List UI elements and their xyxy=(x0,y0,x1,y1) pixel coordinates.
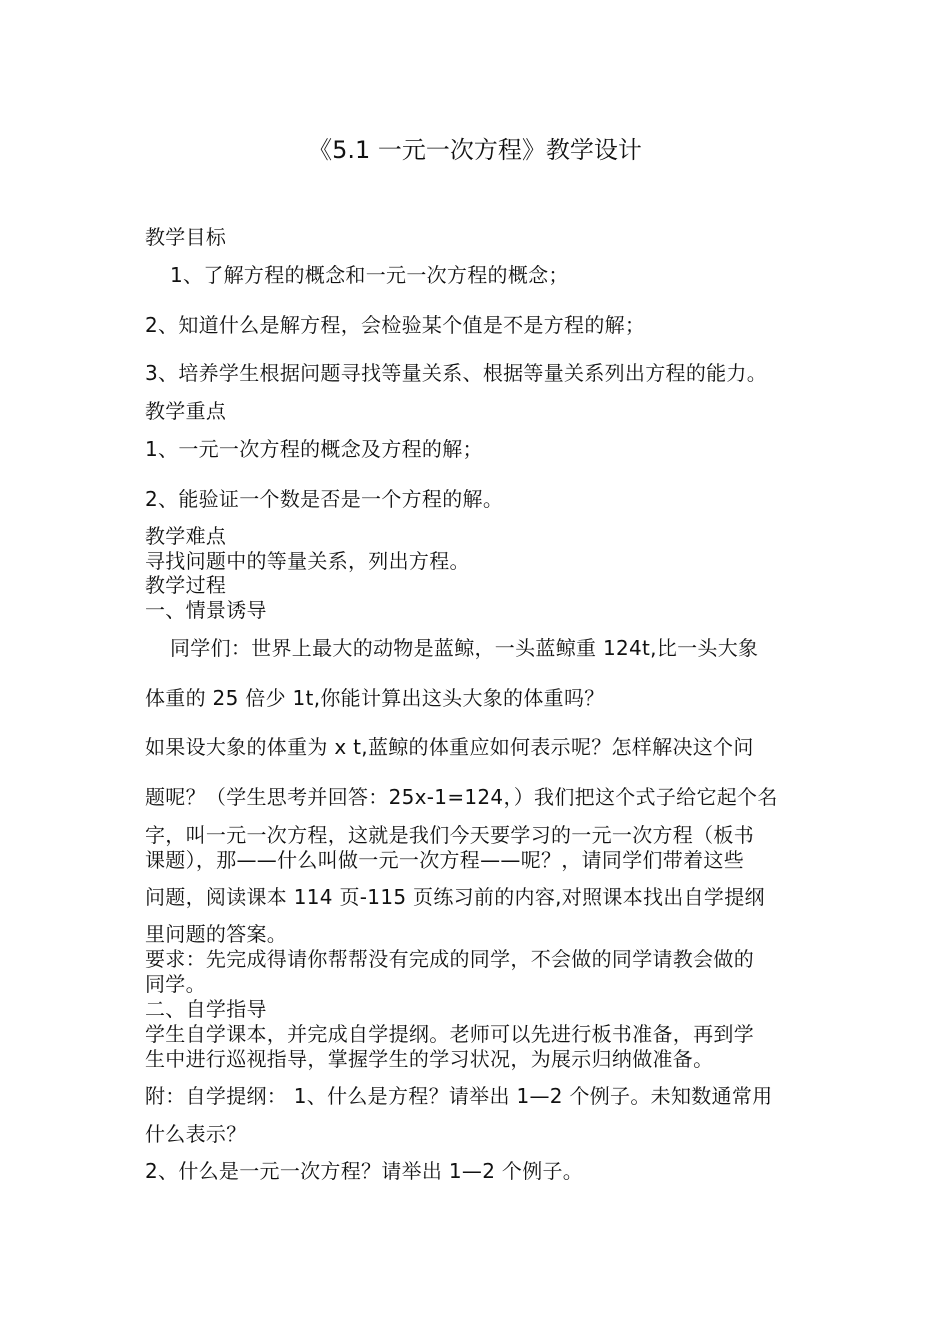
paragraph-line: 里问题的答案。 xyxy=(145,922,288,946)
paragraph-line: 体重的 25 倍少 1t,你能计算出这头大象的体重吗？ xyxy=(145,686,605,710)
goal-item-2: 2、知道什么是解方程，会检验某个值是不是方程的解； xyxy=(145,313,646,337)
paragraph-line: 同学们：世界上最大的动物是蓝鲸，一头蓝鲸重 124t,比一头大象 xyxy=(170,636,759,660)
subsection-heading-self-study: 二、自学指导 xyxy=(145,997,267,1021)
section-heading-goals: 教学目标 xyxy=(145,225,227,249)
outline-line: 什么表示？ xyxy=(145,1122,247,1146)
document-title: 《5.1 一元一次方程》教学设计 xyxy=(308,136,642,164)
section-heading-process: 教学过程 xyxy=(145,573,227,597)
paragraph-line: 学生自学课本，并完成自学提纲。老师可以先进行板书准备，再到学 xyxy=(145,1022,754,1046)
requirement-line: 要求：先完成得请你帮帮没有完成的同学，不会做的同学请教会做的 xyxy=(145,947,754,971)
key-point-item-2: 2、能验证一个数是否是一个方程的解。 xyxy=(145,487,504,511)
paragraph-line: 题呢？（学生思考并回答：25x-1=124，）我们把这个式子给它起个名 xyxy=(145,785,778,809)
requirement-line: 同学。 xyxy=(145,972,206,996)
outline-line: 2、什么是一元一次方程？请举出 1—2 个例子。 xyxy=(145,1159,584,1183)
paragraph-line: 生中进行巡视指导，掌握学生的学习状况，为展示归纳做准备。 xyxy=(145,1047,714,1071)
paragraph-line: 如果设大象的体重为 x t,蓝鲸的体重应如何表示呢？怎样解决这个问 xyxy=(145,735,754,759)
paragraph-line: 字，叫一元一次方程，这就是我们今天要学习的一元一次方程（板书 xyxy=(145,823,754,847)
subsection-heading-scenario: 一、情景诱导 xyxy=(145,598,267,622)
outline-line: 附：自学提纲： 1、什么是方程？请举出 1—2 个例子。未知数通常用 xyxy=(145,1084,773,1108)
goal-item-3: 3、培养学生根据问题寻找等量关系、根据等量关系列出方程的能力。 xyxy=(145,361,768,385)
section-heading-key-points: 教学重点 xyxy=(145,399,227,423)
paragraph-line: 课题），那——什么叫做一元一次方程——呢？，请同学们带着这些 xyxy=(145,848,744,872)
difficulty-text: 寻找问题中的等量关系，列出方程。 xyxy=(145,549,470,573)
paragraph-line: 问题，阅读课本 114 页-115 页练习前的内容,对照课本找出自学提纲 xyxy=(145,885,765,909)
section-heading-difficulty: 教学难点 xyxy=(145,524,227,548)
key-point-item-1: 1、一元一次方程的概念及方程的解； xyxy=(145,437,483,461)
goal-item-1: 1、了解方程的概念和一元一次方程的概念； xyxy=(170,263,569,287)
